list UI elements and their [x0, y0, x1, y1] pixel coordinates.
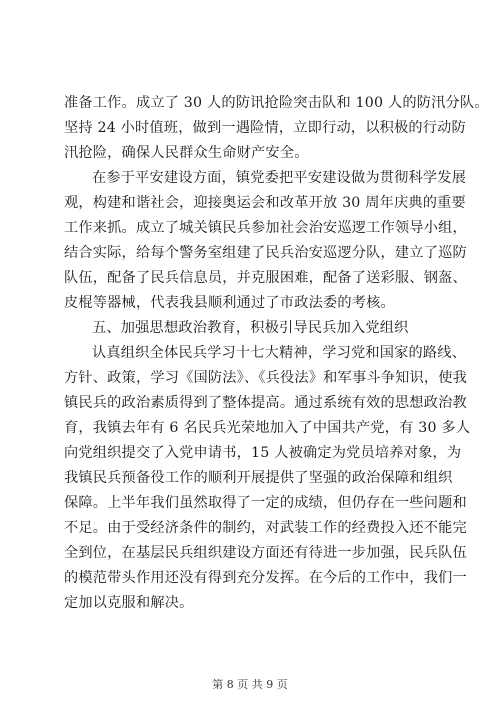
body-text-line: 皮棍等器械，代表我县顺利通过了市政法委的考核。 — [64, 295, 395, 311]
body-text-line: 结合实际，给每个警务室组建了民兵治安巡逻分队，建立了巡防 — [64, 245, 467, 261]
body-text-line: 队伍，配备了民兵信息员，并克服困难，配备了送彩服、钢盔、 — [64, 270, 467, 286]
paragraph-first-line: 认真组织全体民兵学习十七大精神，学习党和国家的路线、 — [92, 345, 467, 361]
body-text-line: 的模范带头作用还没有得到充分发挥。在今后的工作中，我们一 — [64, 570, 467, 586]
body-text-line: 工作来抓。成立了城关镇民兵参加社会治安巡逻工作领导小组， — [64, 220, 467, 236]
body-text-line: 育，我镇去年有 6 名民兵光荣地加入了中国共产党，有 30 多人 — [64, 420, 471, 436]
body-text-line: 准备工作。成立了 30 人的防讯抢险突击队和 100 人的防汛分队。 — [64, 95, 489, 111]
body-text-line: 观，构建和谐社会，迎接奥运会和改革开放 30 周年庆典的重要 — [64, 195, 466, 211]
body-text-line: 镇民兵的政治素质得到了整体提高。通过系统有效的思想政治教 — [64, 395, 467, 411]
paragraph-first-line: 在参于平安建设方面，镇党委把平安建设做为贯彻科学发展 — [92, 170, 467, 186]
body-text-line: 汛抢险，确保人民群众生命财产安全。 — [64, 145, 309, 161]
section-heading: 五、加强思想政治教育，积极引导民兵加入党组织 — [92, 320, 409, 336]
body-text-line: 我镇民兵预备役工作的顺利开展提供了坚强的政治保障和组织 — [64, 470, 453, 486]
page-number-footer: 第 8 页 共 9 页 — [212, 678, 288, 691]
body-text-line: 定加以克服和解决。 — [64, 595, 194, 611]
body-text-line: 不足。由于受经济条件的制约，对武装工作的经费投入还不能完 — [64, 520, 467, 536]
body-text-line: 全到位，在基层民兵组织建设方面还有待进一步加强，民兵队伍 — [64, 545, 467, 561]
body-text-line: 方针、政策，学习《国防法》、《兵役法》和军事斗争知识，使我 — [64, 370, 468, 386]
body-text-line: 坚持 24 小时值班，做到一遇险情，立即行动，以积极的行动防 — [64, 120, 466, 136]
body-text-line: 向党组织提交了入党申请书，15 人被确定为党员培养对象，为 — [64, 445, 462, 461]
body-text-line: 保障。上半年我们虽然取得了一定的成绩，但仍存在一些问题和 — [64, 495, 467, 511]
